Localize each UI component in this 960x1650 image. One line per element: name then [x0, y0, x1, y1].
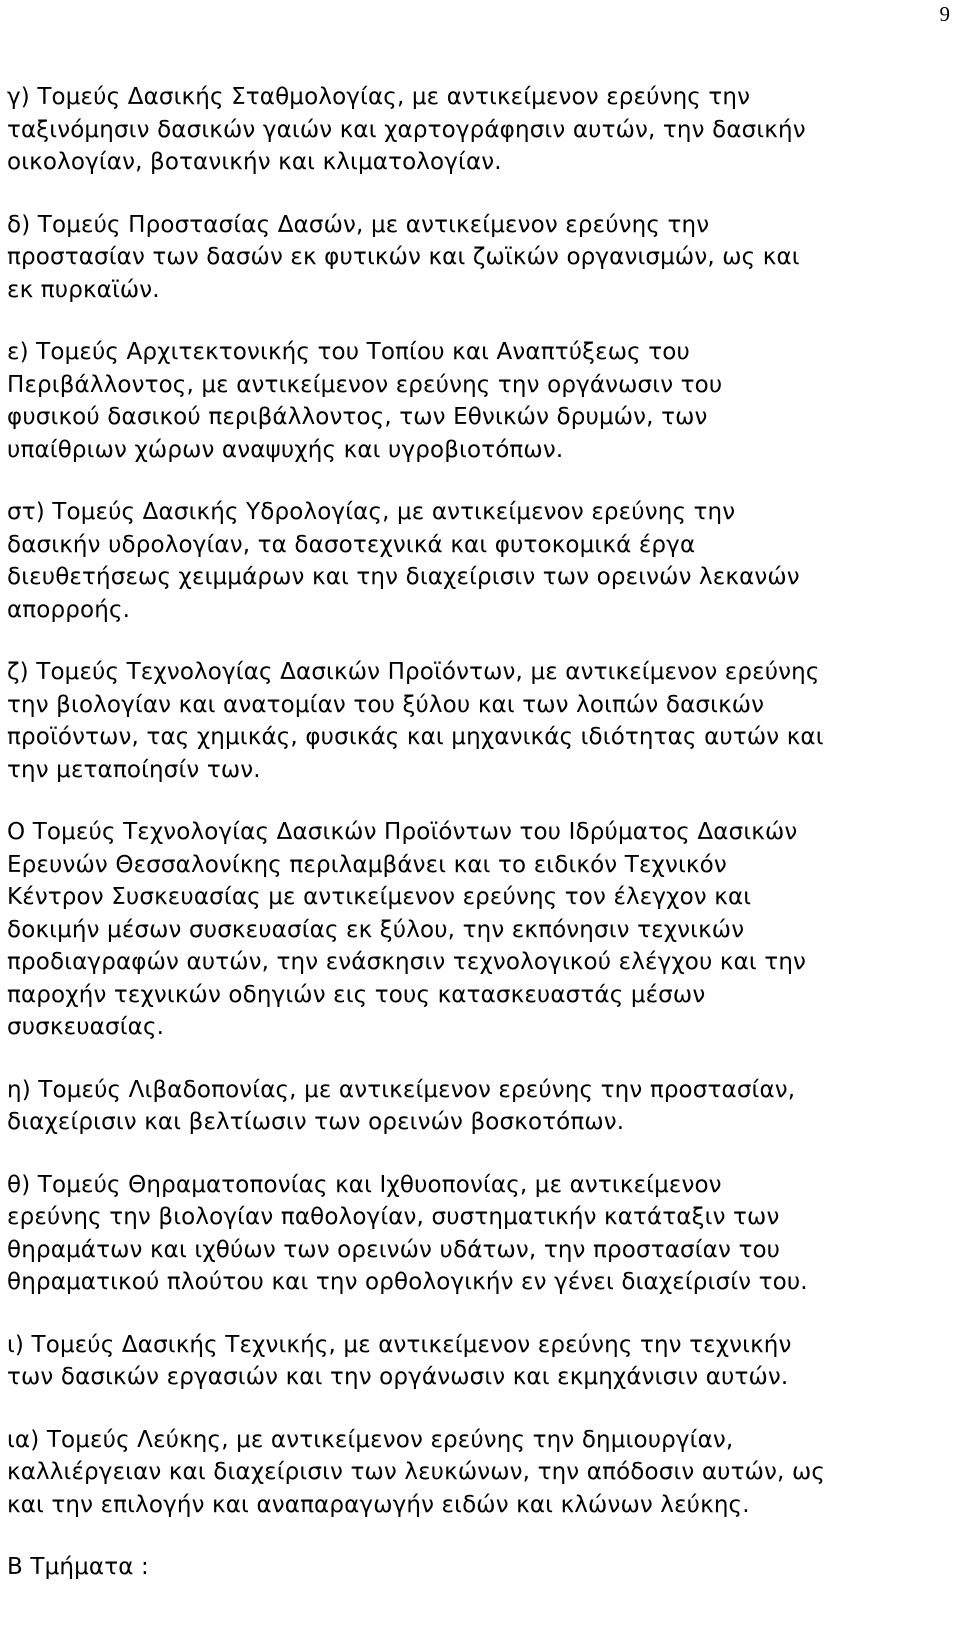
paragraph	[7, 81, 952, 179]
text-line: θηραματικού πλούτου και την ορθολογικήν εν γένει διαχείρισίν του.	[7, 1269, 808, 1295]
page-number: 9	[939, 2, 950, 26]
text-line: την βιολογίαν και ανατομίαν του ξύλου και των λοιπών δασικών	[7, 691, 765, 718]
paragraph	[7, 656, 952, 786]
paragraph	[7, 1424, 952, 1522]
paragraph	[7, 1169, 952, 1299]
paragraph	[7, 1329, 952, 1394]
text-line: και την επιλογήν και αναπαραγωγήν ειδών και κλώνων λεύκης.	[7, 1491, 750, 1518]
text-line: προστασίαν των δασών εκ φυτικών και ζωϊκών οργανισμών, ως και	[7, 244, 800, 270]
text-line: ια) Τομεύς Λεύκης, με αντικείμενον ερεύνης την δημιουργίαν,	[7, 1426, 734, 1453]
text-line: Ερευνών Θεσσαλονίκης περιλαμβάνει και το ειδικόν Τεχνικόν	[7, 851, 727, 878]
text-line: φυσικού δασικού περιβάλλοντος, των Εθνικών δρυμών, των	[7, 404, 708, 430]
text-line: Περιβάλλοντος, με αντικείμενον ερεύνης την οργάνωσιν του	[7, 371, 723, 398]
text-line: προδιαγραφών αυτών, την ενάσκησιν τεχνολογικού ελέγχου και την	[7, 949, 807, 975]
text-line: ερεύνης την βιολογίαν παθολογίαν, συστηματικήν κατάταξιν των	[7, 1204, 780, 1230]
text-line: καλλιέργειαν και διαχείρισιν των λευκώνων, την απόδοσιν αυτών, ως	[7, 1459, 826, 1485]
text-line: παροχήν τεχνικών οδηγιών εις τους κατασκευαστάς μέσων	[7, 981, 706, 1008]
text-line: ε) Τομεύς Αρχιτεκτονικής του Τοπίου και Αναπτύξεως του	[7, 339, 690, 365]
text-line: Β Τμήματα :	[7, 1554, 149, 1580]
paragraph	[7, 496, 952, 626]
paragraph	[7, 816, 952, 1044]
text-line: Κέντρον Συσκευασίας με αντικείμενον ερεύνης τον έλεγχον και	[7, 884, 752, 910]
document-body	[7, 81, 952, 1614]
text-line: οικολογίαν, βοτανικήν και κλιματολογίαν.	[7, 149, 502, 175]
text-line: ζ) Τομεύς Τεχνολογίας Δασικών Προϊόντων, με αντικείμενον ερεύνης	[7, 659, 820, 685]
text-line: εκ πυρκαϊών.	[7, 276, 160, 303]
text-line: ι) Τομεύς Δασικής Τεχνικής, με αντικείμενον ερεύνης την τεχνικήν	[7, 1331, 792, 1358]
paragraph	[7, 1074, 952, 1139]
text-line: η) Τομεύς Λιβαδοπονίας, με αντικείμενον ερεύνης την προστασίαν,	[7, 1076, 796, 1103]
text-line: στ) Τομεύς Δασικής Υδρολογίας, με αντικείμενον ερεύνης την	[7, 499, 736, 525]
text-line: διαχείρισιν και βελτίωσιν των ορεινών βοσκοτόπων.	[7, 1109, 625, 1135]
text-line: την μεταποίησίν των.	[7, 756, 261, 783]
text-line: διευθετήσεως χειμμάρων και την διαχείρισιν των ορεινών λεκανών	[7, 564, 800, 590]
text-line: δοκιμήν μέσων συσκευασίας εκ ξύλου, την εκπόνησιν τεχνικών	[7, 916, 745, 943]
text-line: συσκευασίας.	[7, 1014, 165, 1040]
text-line: προϊόντων, τας χημικάς, φυσικάς και μηχανικάς ιδιότητας αυτών και	[7, 724, 824, 750]
text-line: γ) Τομεύς Δασικής Σταθμολογίας, με αντικείμενον ερεύνης την	[7, 84, 751, 110]
text-line: Ο Τομεύς Τεχνολογίας Δασικών Προϊόντων του Ιδρύματος Δασικών	[7, 819, 798, 845]
paragraph	[7, 209, 952, 307]
text-line: δ) Τομεύς Προστασίας Δασών, με αντικείμενον ερεύνης την	[7, 211, 710, 238]
text-line: των δασικών εργασιών και την οργάνωσιν και εκμηχάνισιν αυτών.	[7, 1364, 789, 1390]
paragraph	[7, 336, 952, 466]
text-line: θ) Τομεύς Θηραματοπονίας και Ιχθυοπονίας, με αντικείμενον	[7, 1171, 722, 1198]
text-line: δασικήν υδρολογίαν, τα δασοτεχνικά και φυτοκομικά έργα	[7, 531, 696, 558]
text-line: απορροής.	[7, 596, 131, 623]
text-line: θηραμάτων και ιχθύων των ορεινών υδάτων, την προστασίαν του	[7, 1236, 781, 1263]
paragraph	[7, 1551, 952, 1584]
text-line: υπαίθριων χώρων αναψυχής και υγροβιοτόπων.	[7, 436, 564, 463]
text-line: ταξινόμησιν δασικών γαιών και χαρτογράφησιν αυτών, την δασικήν	[7, 116, 806, 143]
